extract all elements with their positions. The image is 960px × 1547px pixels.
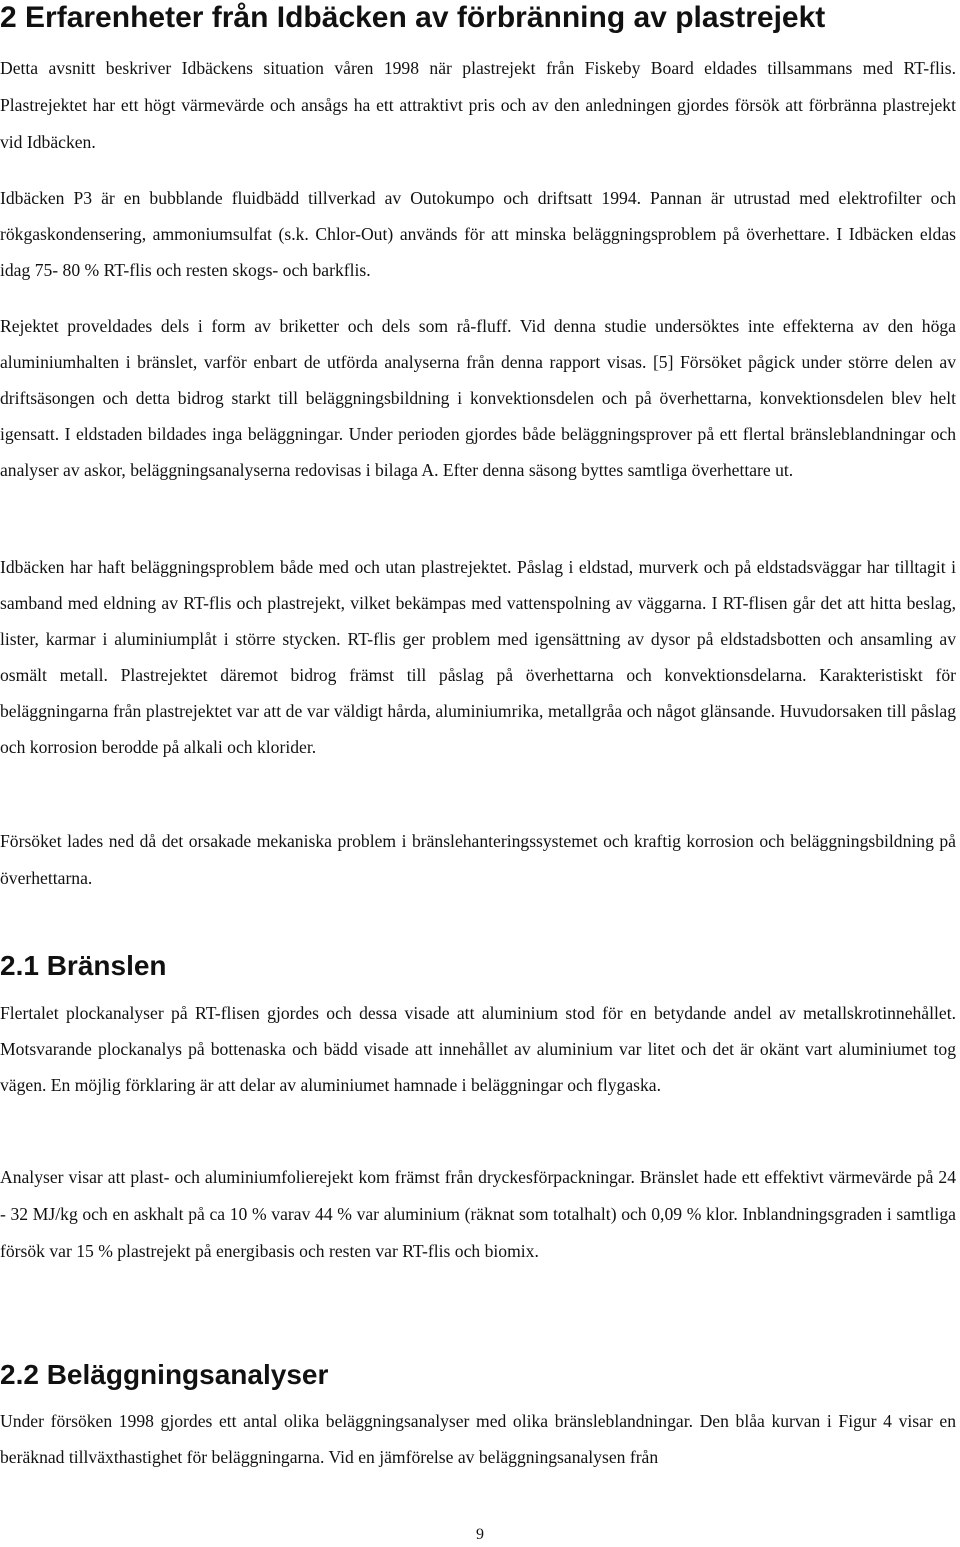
paragraph: Under försöken 1998 gjordes ett antal olika beläggningsanalyser med olika bränsleblandningar. Den blåa kurvan i Figur 4 visar en beräknad tillväxthastighet för beläggningarna. Vid en jämförelse av beläggningsanalysen från: [0, 1411, 956, 1467]
subsection-heading: 2.2 Beläggningsanalyser: [0, 1359, 329, 1390]
paragraph: Idbäcken har haft beläggningsproblem både med och utan plastrejektet. Påslag i eldstad, murverk och på eldstadsväggar har tilltagit i samband med eldning av RT-flis och plastrejekt, vilket bekämpas med vattenspolning av väggarna. I RT-flisen går det att hitta beslag, lister, karmar i aluminiumplåt i större stycken. RT-flis ger problem med igensättning av dysor på eldstadsbotten och ansamling av osmält metall. Plastrejektet däremot bidrog främst till påslag på överhettarna och konvektionsdelarna. Karakteristiskt för beläggningarna från plastrejektet var att de var väldigt hårda, aluminiumrika, metallgråa och något glänsande. Huvudorsaken till påslag och korrosion berodde på alkali och klorider.: [0, 557, 956, 757]
subsection-heading: 2.1 Bränslen: [0, 950, 167, 981]
paragraph: Detta avsnitt beskriver Idbäckens situation våren 1998 när plastrejekt från Fiskeby Board eldades tillsammans med RT-flis. Plastrejektet har ett högt värmevärde och ansågs ha ett attraktivt pris och av den anledningen gjordes försök att förbränna plastrejekt vid Idbäcken.: [0, 58, 956, 152]
section-heading: 2 Erfarenheter från Idbäcken av förbränning av plastrejekt: [0, 1, 826, 34]
paragraph: Försöket lades ned då det orsakade mekaniska problem i bränslehanteringssystemet och kraftig korrosion och beläggningsbildning på överhettarna.: [0, 831, 956, 888]
paragraph: Idbäcken P3 är en bubblande fluidbädd tillverkad av Outokumpo och driftsatt 1994. Pannan är utrustad med elektrofilter och rökgaskondensering, ammoniumsulfat (s.k. Chlor-Out) används för att minska beläggningsproblem på överhettare. I Idbäcken eldas idag 75- 80 % RT-flis och resten skogs- och barkflis.: [0, 188, 956, 280]
paragraph: Analyser visar att plast- och aluminiumfolierejekt kom främst från dryckesförpackningar. Bränslet hade ett effektivt värmevärde på 24 - 32 MJ/kg och en askhalt på ca 10 % varav 44 % var aluminium (räknat som totalhalt) och 0,09 % klor. Inblandningsgraden i samtliga försök var 15 % plastrejekt på energibasis och resten var RT-flis och biomix.: [0, 1167, 956, 1261]
paragraph: Rejektet proveldades dels i form av briketter och dels som rå-fluff. Vid denna studie undersöktes inte effekterna av den höga aluminiumhalten i bränslet, varför enbart de utförda analyserna från denna rapport visas. [5] Försöket pågick under större delen av driftsäsongen och detta bidrog starkt till beläggningsbildning i konvektionsdelen och på överhettarna, konvektionsdelen blev helt igensatt. I eldstaden bildades inga beläggningar. Under perioden gjordes både beläggningsprover på ett flertal bränsleblandningar och analyser av askor, beläggningsanalyserna redovisas i bilaga A. Efter denna säsong byttes samtliga överhettare ut.: [0, 316, 956, 480]
paragraph: Flertalet plockanalyser på RT-flisen gjordes och dessa visade att aluminium stod för en betydande andel av metallskrotinnehållet. Motsvarande plockanalys på bottenaska och bädd visade att innehållet av aluminium var litet och det är okänt vart aluminiumet tog vägen. En möjlig förklaring är att delar av aluminiumet hamnade i beläggningar och flygaska.: [0, 1003, 956, 1095]
page-number: 9: [476, 1526, 484, 1543]
